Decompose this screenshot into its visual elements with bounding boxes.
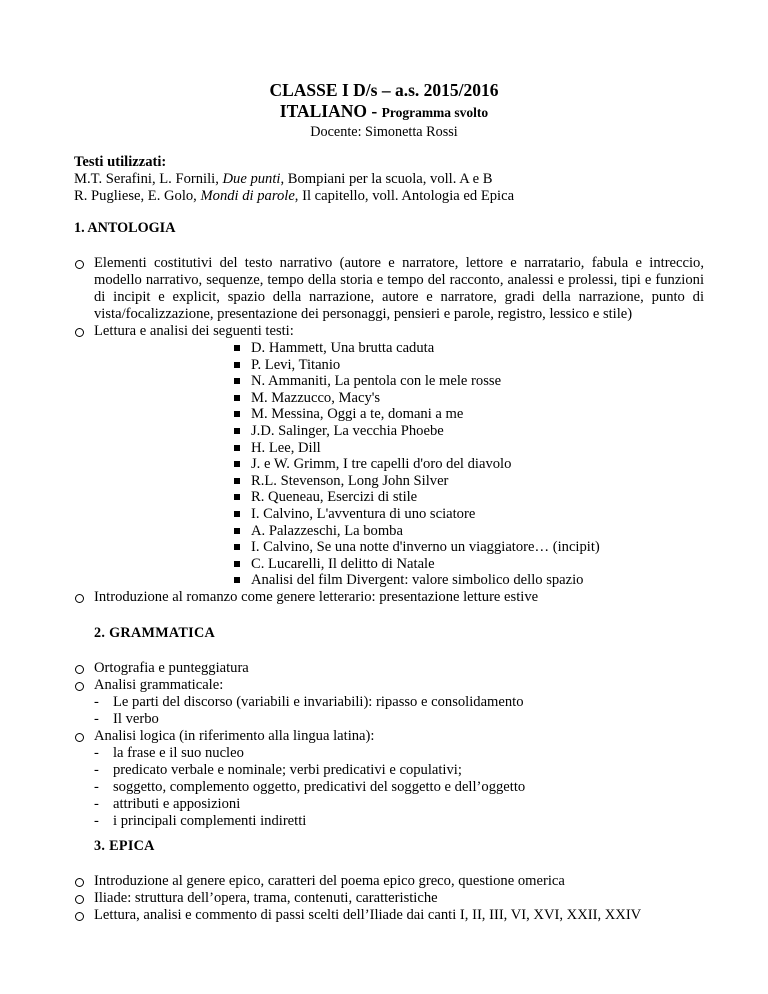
readings-intro: Lettura e analisi dei seguenti testi: (94, 323, 294, 339)
book-2-title: Mondi di parole (200, 188, 295, 204)
epica-item: Lettura, analisi e commento di passi scelti dell’Iliade dai canti I, II, III, VI, XVI, XXII, XXIV (74, 907, 704, 924)
texts-heading: Testi utilizzati: (74, 154, 167, 170)
antologia-item-readings (74, 323, 704, 589)
class-title: CLASSE I D/s – a.s. 2015/2016 (269, 80, 499, 100)
book-1 (74, 171, 704, 188)
reading-item: J. e W. Grimm, I tre capelli d'oro del diavolo (234, 456, 704, 473)
subject-sub: Programma svolto (381, 105, 489, 120)
grammatica-heading: 2. GRAMMATICA (94, 625, 216, 641)
book-2 (74, 188, 704, 205)
epica-heading: 3. EPICA (94, 838, 155, 854)
dash-item: - la frase e il suo nucleo (94, 745, 704, 762)
reading-item: N. Ammaniti, La pentola con le mele rosse (234, 373, 704, 390)
epica-list (74, 873, 704, 924)
book-1-title: Due punti (222, 171, 281, 187)
epica-item: Introduzione al genere epico, caratteri del poema epico greco, questione omerica (74, 873, 704, 890)
grammatica-list (74, 660, 704, 830)
reading-item: J.D. Salinger, La vecchia Phoebe (234, 423, 704, 440)
grammatical-analysis-label: Analisi grammaticale: (94, 677, 224, 693)
reading-item: R.L. Stevenson, Long John Silver (234, 473, 704, 490)
subject-main: ITALIANO - (279, 101, 382, 121)
subject-title (0, 101, 768, 123)
grammatica-section (74, 625, 704, 830)
reading-item: D. Hammett, Una brutta caduta (234, 340, 704, 357)
reading-item: H. Lee, Dill (234, 440, 704, 457)
book-1-rest: , Bompiani per la scuola, voll. A e B (280, 171, 493, 187)
dash-item: - attributi e apposizioni (94, 796, 704, 813)
texts-section (74, 154, 704, 205)
document-header (0, 80, 768, 141)
dash-item: - Le parti del discorso (variabili e invariabili): ripasso e consolidamento (94, 694, 704, 711)
antologia-item-elements: Elementi costitutivi del testo narrativo (autore e narratore, lettore e narratario, fabula e intreccio, modello narrativo, sequenze, tempo della storia e tempo del racconto, analessi e prolessi, tipi e funzioni di incipit e explicit, spazio della narrazione, autore e narratore, gradi della narrazione, punto di vista/focalizzazione, presentazione dei personaggi, pensieri e parole, registro, lessico e stile) (74, 255, 704, 323)
book-1-authors: M.T. Serafini, L. Fornili, (74, 171, 223, 187)
readings-list (94, 340, 704, 589)
reading-item: R. Queneau, Esercizi di stile (234, 489, 704, 506)
reading-item: Analisi del film Divergent: valore simbolico dello spazio (234, 572, 704, 589)
dash-item: - predicato verbale e nominale; verbi predicativi e copulativi; (94, 762, 704, 779)
grammatica-item-analysis (74, 677, 704, 728)
antologia-item-novel: Introduzione al romanzo come genere letterario: presentazione letture estive (74, 589, 704, 606)
logical-analysis-label: Analisi logica (in riferimento alla lingua latina): (94, 728, 375, 744)
dash-item: - soggetto, complemento oggetto, predicativi del soggetto e dell’oggetto (94, 779, 704, 796)
teacher-line: Docente: Simonetta Rossi (310, 124, 458, 140)
book-2-authors: R. Pugliese, E. Golo, (74, 188, 201, 204)
antologia-section (74, 220, 704, 606)
reading-item: M. Messina, Oggi a te, domani a me (234, 406, 704, 423)
antologia-list (74, 255, 704, 606)
reading-item: M. Mazzucco, Macy's (234, 390, 704, 407)
reading-item: P. Levi, Titanio (234, 357, 704, 374)
dash-item: - i principali complementi indiretti (94, 813, 704, 830)
grammatica-item-logic (74, 728, 704, 830)
reading-item: I. Calvino, L'avventura di uno sciatore (234, 506, 704, 523)
book-2-rest: , Il capitello, voll. Antologia ed Epica (294, 188, 515, 204)
grammatical-analysis-list (94, 694, 704, 728)
reading-item: I. Calvino, Se una notte d'inverno un viaggiatore… (incipit) (234, 539, 704, 556)
reading-item: A. Palazzeschi, La bomba (234, 523, 704, 540)
dash-item: - Il verbo (94, 711, 704, 728)
grammatica-item-orthography: Ortografia e punteggiatura (74, 660, 704, 677)
antologia-heading: 1. ANTOLOGIA (74, 220, 176, 236)
logical-analysis-list (94, 745, 704, 830)
reading-item: C. Lucarelli, Il delitto di Natale (234, 556, 704, 573)
epica-section (74, 838, 704, 924)
epica-item: Iliade: struttura dell’opera, trama, contenuti, caratteristiche (74, 890, 704, 907)
